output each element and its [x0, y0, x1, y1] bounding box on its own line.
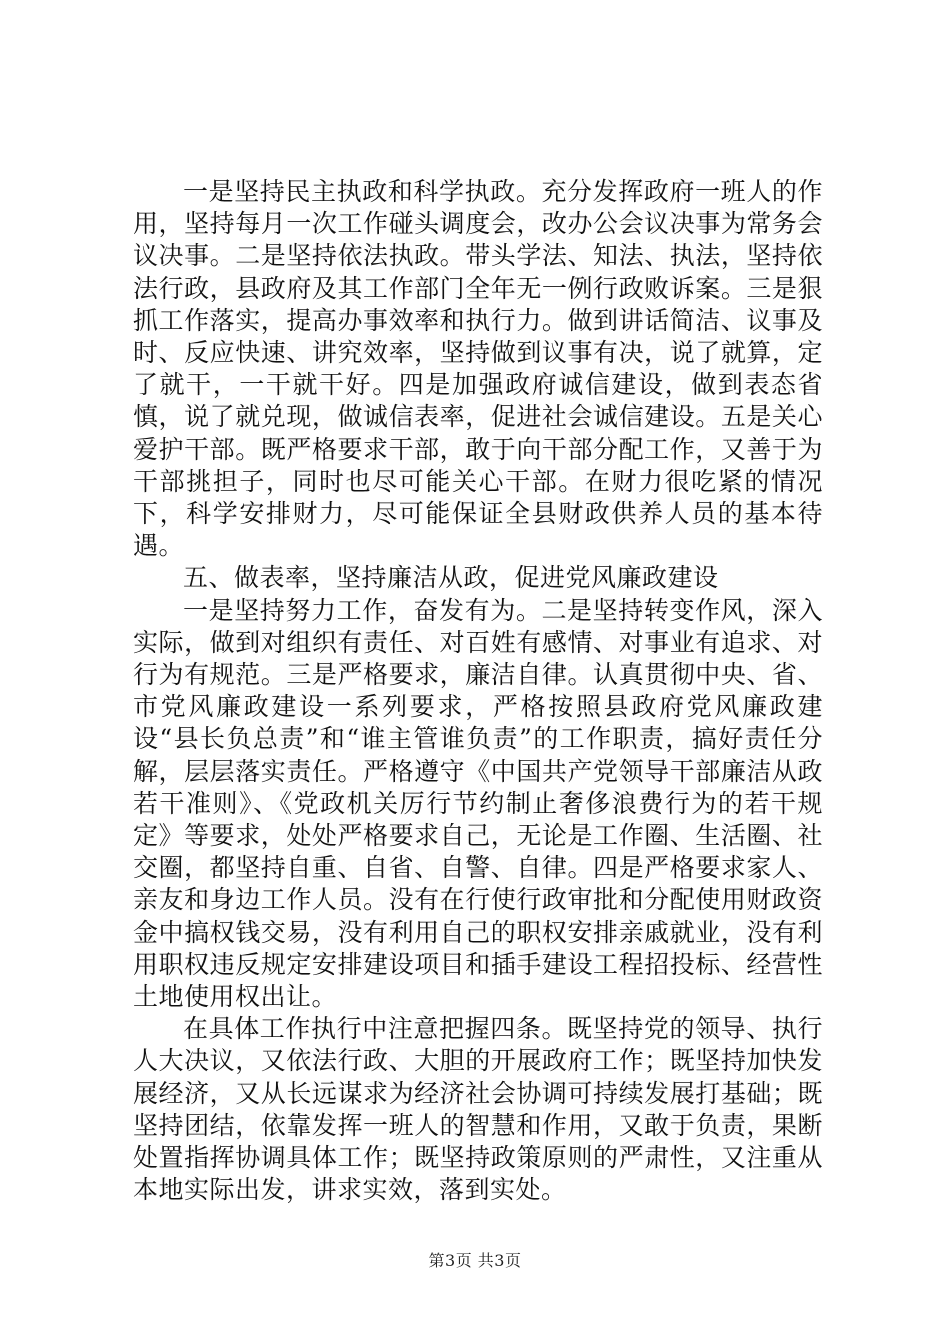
- page-footer: 第3页 共3页: [428, 1251, 522, 1270]
- paragraph-3: 在具体工作执行中注意把握四条。既坚持党的领导、执行人大决议，又依法行政、大胆的开展政府工作；既坚持加快发展经济，又从长远谋求为经济社会协调可持续发展打基础；既坚持团结，依靠发挥一班人的智慧和作用，又敢于负责，果断处置指挥协调具体工作；既坚持政策原则的严肃性，又注重从本地实际出发，讲求实效，落到实处。: [133, 1014, 823, 1205]
- document-body: [133, 176, 823, 1207]
- paragraph-2: 一是坚持努力工作，奋发有为。二是坚持转变作风，深入实际，做到对组织有责任、对百姓有感情、对事业有追求、对行为有规范。三是严格要求，廉洁自律。认真贯彻中央、省、市党风廉政建设一系列要求，严格按照县政府党风廉政建设“县长负总责”和“谁主管谁负责”的工作职责，搞好责任分解，层层落实责任。严格遵守《中国共产党领导干部廉洁从政若干准则》、《党政机关厉行节约制止奢侈浪费行为的若干规定》等要求，处处严格要求自己，无论是工作圈、生活圈、社交圈，都坚持自重、自省、自警、自律。四是严格要求家人、亲友和身边工作人员。没有在行使行政审批和分配使用财政资金中搞权钱交易，没有利用自己的职权安排亲戚就业，没有利用职权违反规定安排建设项目和插手建设工程招投标、经营性土地使用权出让。: [133, 595, 823, 1012]
- paragraph-1: 一是坚持民主执政和科学执政。充分发挥政府一班人的作用，坚持每月一次工作碰头调度会，改办公会议决事为常务会议决事。二是坚持依法执政。带头学法、知法、执法，坚持依法行政，县政府及其工作部门全年无一例行政败诉案。三是狠抓工作落实，提高办事效率和执行力。做到讲话简洁、议事及时、反应快速、讲究效率，坚持做到议事有决，说了就算，定了就干，一干就干好。四是加强政府诚信建设，做到表态省慎，说了就兑现，做诚信表率，促进社会诚信建设。五是关心爱护干部。既严格要求干部，敢于向干部分配工作，又善于为干部挑担子，同时也尽可能关心干部。在财力很吃紧的情况下，科学安排财力，尽可能保证全县财政供养人员的基本待遇。: [133, 177, 823, 561]
- section-heading-5: 五、做表率，坚持廉洁从政，促进党风廉政建设: [183, 563, 719, 593]
